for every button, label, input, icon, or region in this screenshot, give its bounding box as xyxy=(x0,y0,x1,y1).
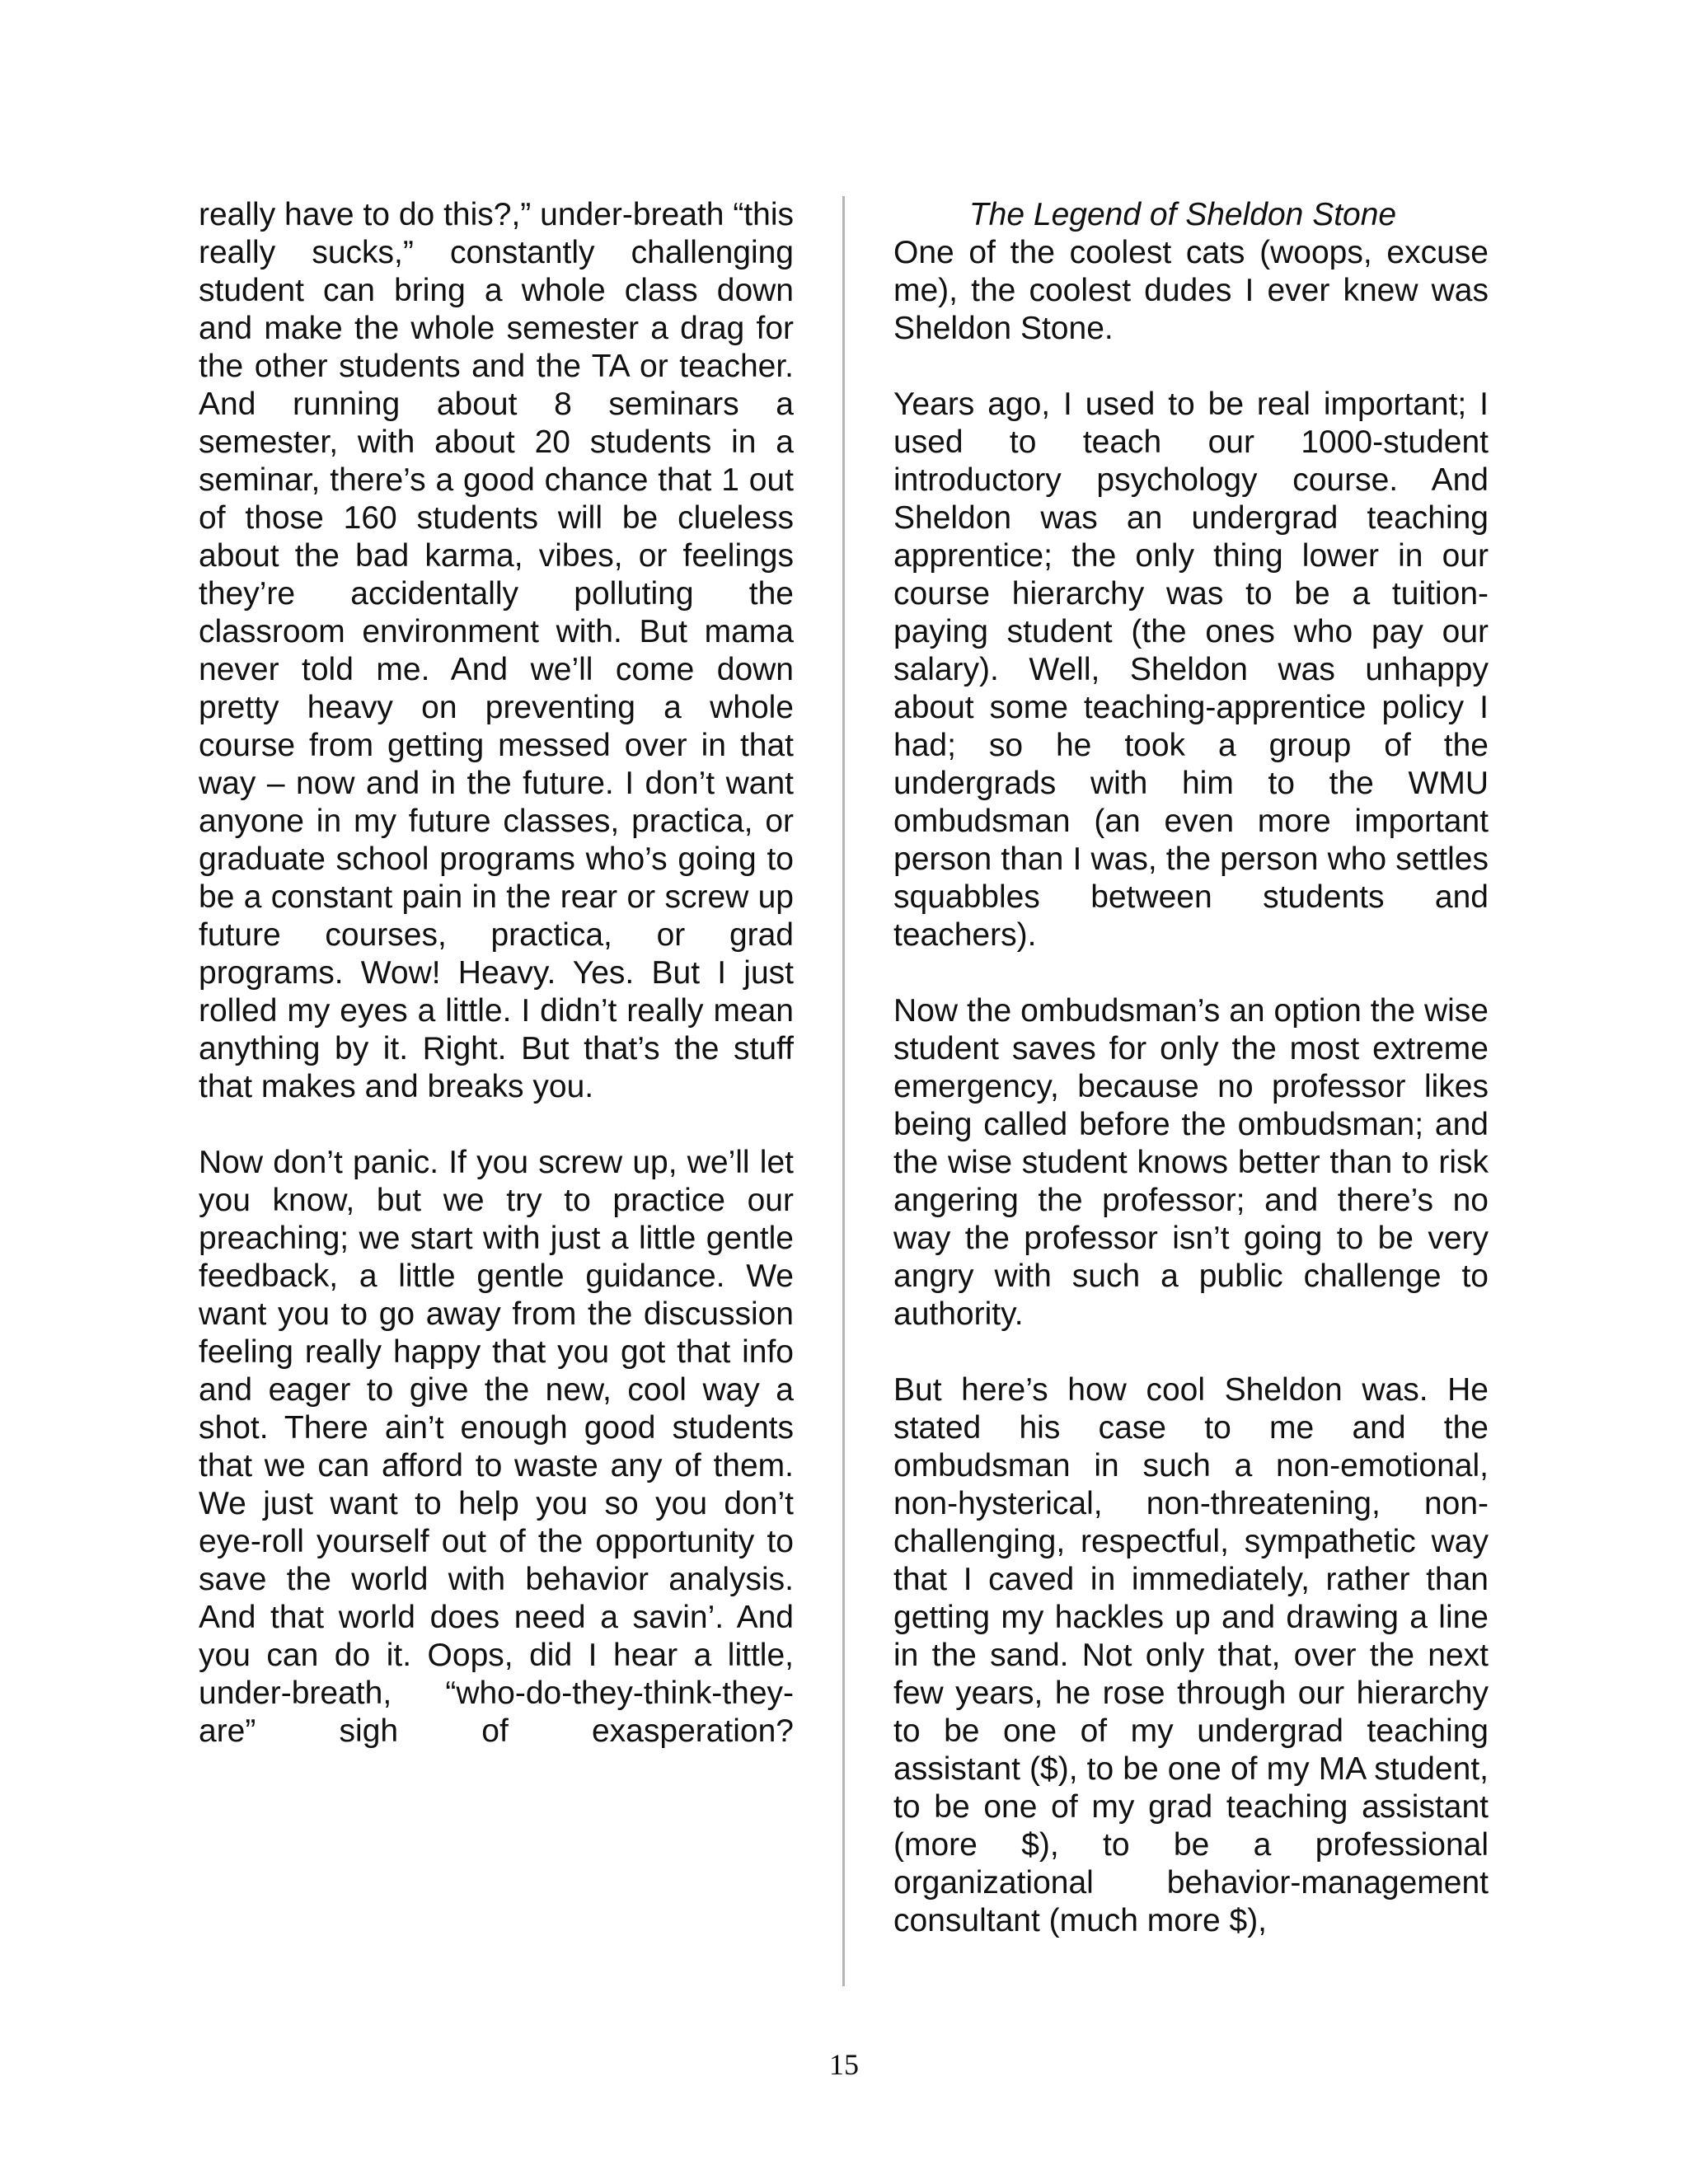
right-paragraph-2: Years ago, I used to be real important; I used to teach our 1000-student introductory psychology course. And Sheldon was an undergrad teaching apprentice; the only thing lower in our course hierarchy was to be a tuition-paying student (the ones who pay our salary). Well, Sheldon was unhappy about some teaching-apprentice policy I had; so he took a group of the undergrads with him to the WMU ombudsman (an even more important person than I was, the person who settles squabbles between students and teachers). xyxy=(893,387,1489,953)
left-paragraph-2: Now don’t panic. If you screw up, we’ll let you know, but we try to practice our preaching; we start with just a little gentle feedback, a little gentle guidance. We want you to go away from the discussion feeling really happy that you got that info and eager to give the new, cool way a shot. There ain’t enough good students that we can afford to waste any of them. We just want to help you so you don’t eye-roll yourself out of the opportunity to save the world with behavior analysis. And that world does need a savin’. And you can do it. Oops, did I hear a little, under-breath, “who-do-they-think-they-are” sigh of exasperation? xyxy=(199,1145,794,1749)
right-paragraph-3: Now the ombudsman’s an option the wise student saves for only the most extreme emergency, because no professor likes being called before the ombudsman; and the wise student knows better than to risk angering the professor; and there’s no way the professor isn’t going to be very angry with such a public challenge to authority. xyxy=(893,993,1489,1332)
right-column xyxy=(893,196,1489,1940)
left-paragraph-1: really have to do this?,” under-breath “this really sucks,” constantly challenging student can bring a whole class down and make the whole semester a drag for the other students and the TA or teacher. And running about 8 seminars a semester, with about 20 students in a seminar, there’s a good chance that 1 out of those 160 students will be clueless about the bad karma, vibes, or feelings they’re accidentally polluting the classroom environment with. But mama never told me. And we’ll come down pretty heavy on preventing a whole course from getting messed over in that way – now and in the future. I don’t want anyone in my future classes, practica, or graduate school programs who’s going to be a constant pain in the rear or screw up future courses, practica, or grad programs. Wow! Heavy. Yes. But I just rolled my eyes a little. I didn’t really mean anything by it. Right. But that’s the stuff that makes and breaks you. xyxy=(199,197,794,1104)
page-number: 15 xyxy=(829,2048,859,2081)
right-paragraph-1: One of the coolest cats (woops, excuse me), the coolest dudes I ever knew was Sheldon Stone. xyxy=(893,235,1489,346)
section-title: The Legend of Sheldon Stone xyxy=(968,197,1397,232)
left-column xyxy=(199,196,794,1750)
right-paragraph-4: But here’s how cool Sheldon was. He stated his case to me and the ombudsman in such a non-emotional, non-hysterical, non-threatening, non-challenging, respectful, sympathetic way that I caved in immediately, rather than getting my hackles up and drawing a line in the sand. Not only that, over the next few years, he rose through our hierarchy to be one of my undergrad teaching assistant ($), to be one of my MA student, to be one of my grad teaching assistant (more $), to be a professional organizational behavior-management consultant (much more $), xyxy=(893,1372,1489,1938)
column-divider xyxy=(842,196,845,1986)
